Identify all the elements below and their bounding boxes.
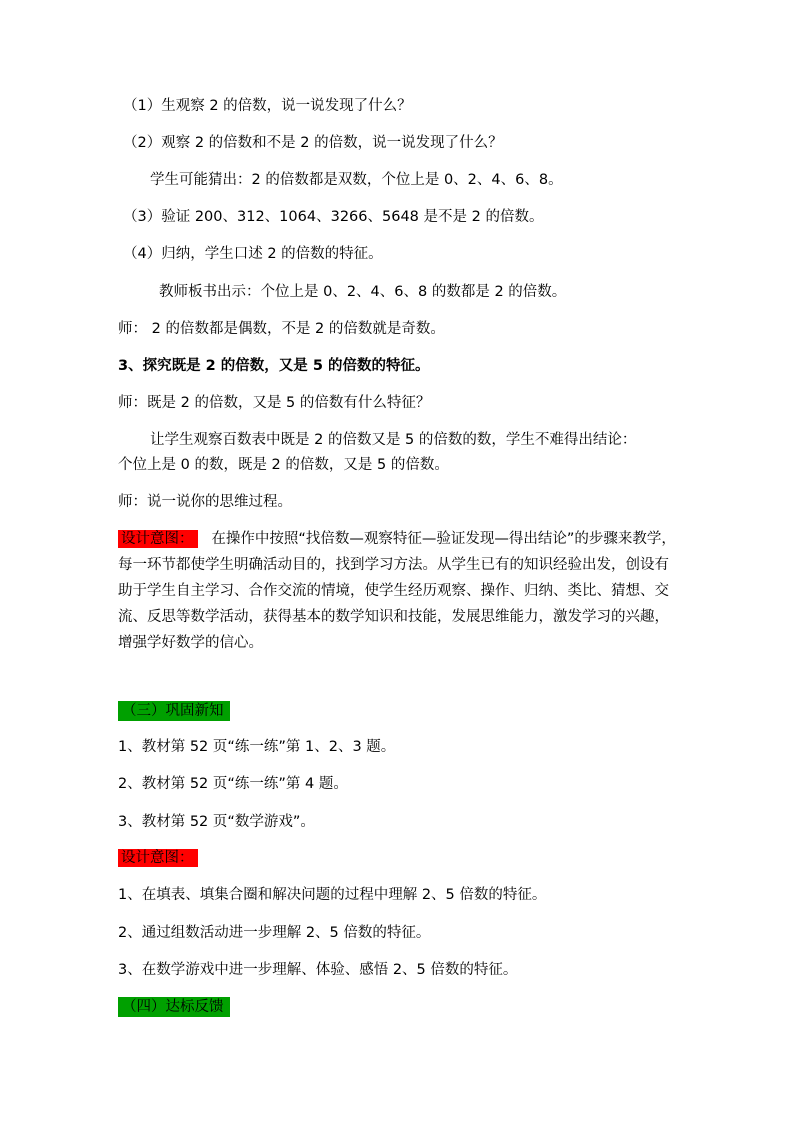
conclusion-line: 个位上是 0 的数，既是 2 的倍数，又是 5 的倍数。 — [118, 457, 449, 473]
thinking-process-line: 师：说一说你的思维过程。 — [118, 494, 292, 510]
explore-heading: 3、探究既是 2 的倍数，又是 5 的倍数的特征。 — [118, 358, 430, 374]
design-intent-2-wrapper — [118, 848, 198, 868]
design-intent-2-tag: 设计意图： — [118, 849, 198, 867]
observe-table-line: 让学生观察百数表中既是 2 的倍数又是 5 的倍数的数，学生不难得出结论： — [150, 432, 637, 448]
teacher-board-line: 教师板书出示：个位上是 0、2、4、6、8 的数都是 2 的倍数。 — [159, 284, 567, 300]
compare-multiples-line: （2）观察 2 的倍数和不是 2 的倍数，说一说发现了什么？ — [123, 135, 503, 151]
design-item: 1、在填表、填集合圈和解决问题的过程中理解 2、5 倍数的特征。 — [118, 887, 547, 903]
exercise-item: 3、教材第 52 页“数学游戏”。 — [118, 814, 315, 830]
teacher-question-line: 师：既是 2 的倍数，又是 5 的倍数有什么特征？ — [118, 395, 431, 411]
design-intent-paragraph — [118, 526, 678, 656]
teacher-even-odd-line: 师： 2 的倍数都是偶数，不是 2 的倍数就是奇数。 — [118, 321, 445, 337]
exercise-item: 1、教材第 52 页“练一练”第 1、2、3 题。 — [118, 739, 396, 755]
exercise-item: 2、教材第 52 页“练一练”第 4 题。 — [118, 776, 348, 792]
design-item: 2、通过组数活动进一步理解 2、5 倍数的特征。 — [118, 925, 431, 941]
section-feedback-heading: （四）达标反馈 — [118, 997, 230, 1017]
section-consolidate-heading: （三）巩固新知 — [118, 701, 230, 721]
design-item: 3、在数学游戏中进一步理解、体验、感悟 2、5 倍数的特征。 — [118, 962, 518, 978]
design-intent-tag: 设计意图： — [118, 530, 198, 548]
design-intent-text-first: 在操作中按照“找倍数—观察特征—验证发现—得出结论”的步骤 — [211, 531, 618, 547]
observe-2-multiples-line: （1）生观察 2 的倍数，说一说发现了什么？ — [123, 98, 412, 114]
summarize-line: （4）归纳，学生口述 2 的倍数的特征。 — [123, 246, 383, 262]
verify-numbers-line: （3）验证 200、312、1064、3266、5648 是不是 2 的倍数。 — [123, 209, 544, 225]
design-intent-text-rest: 来教学，每一环节都使学生明确活动目的，找到学习方法。从学生已有的知识经验出发，创设有助于学生自主学习、合作交流的情境，使学生经历观察、操作、归纳、类比、猜想、交流、反思等数学活动，获得基本的数学知识和技能，发展思维能力，激发学习的兴趣，增强学好数学的信心。 — [118, 531, 676, 651]
student-guess-line: 学生可能猜出：2 的倍数都是双数，个位上是 0、2、4、6、8。 — [150, 172, 563, 188]
